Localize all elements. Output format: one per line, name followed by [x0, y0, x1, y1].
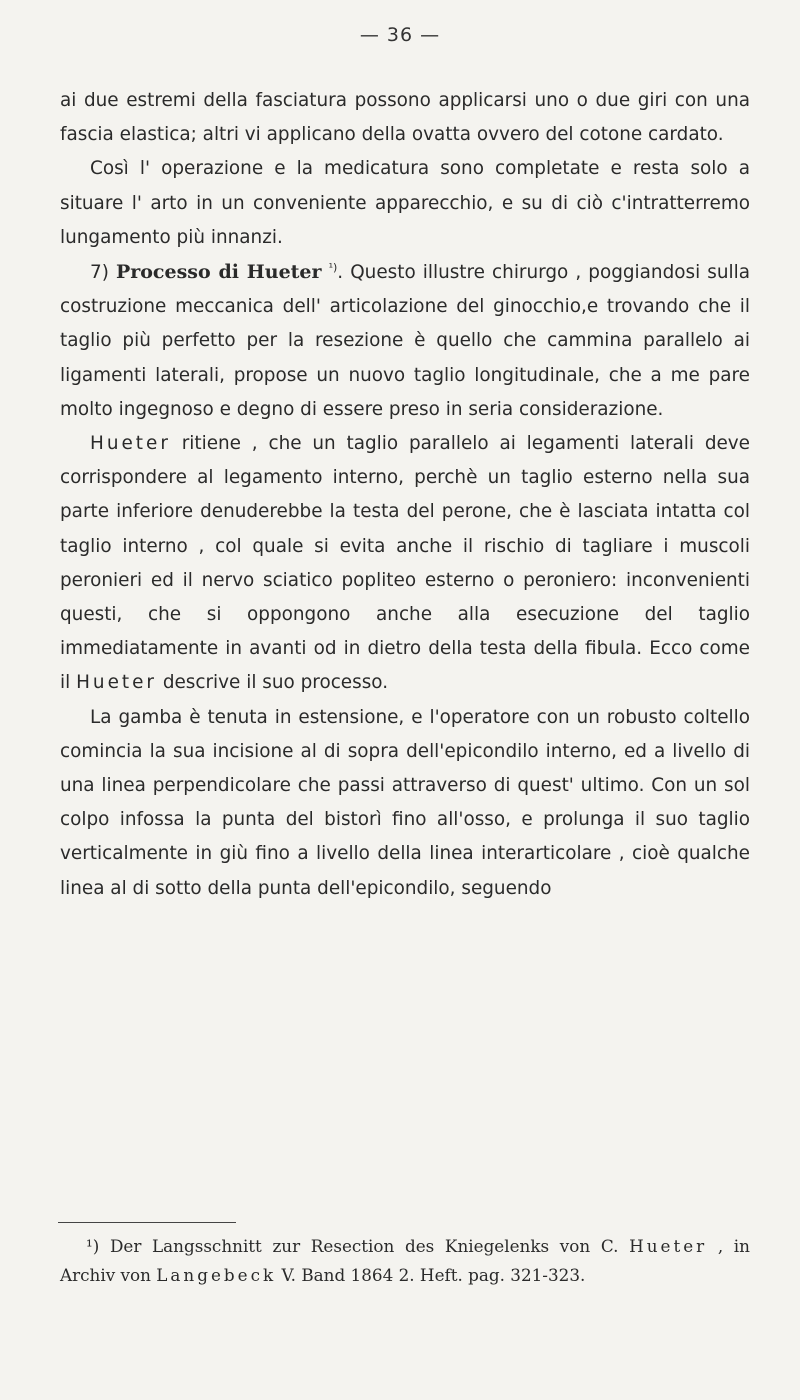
footnote-part: , in Archiv von [60, 1236, 750, 1285]
paragraph-text: . Questo illustre chirurgo , poggiandosi sulla costruzione meccanica dell' articolazione del ginocchio,e trovando che il taglio più perfetto per la resezione è quello che cammina parallelo ai ligamenti laterali, propose un nuovo taglio longitudinale, che a me pare molto ingegnoso e degno di essere preso in seria considerazione. [60, 262, 750, 420]
footnote-editor: Langebeck [156, 1265, 277, 1285]
footnote-part: Der Langsschnitt zur Resection des Kniegelenks von C. [99, 1236, 630, 1256]
author-name: Hueter [90, 433, 171, 455]
section-heading: Processo di Hueter [115, 261, 322, 284]
paragraph-operation-complete: Così l' operazione e la medicatura sono completate e resta solo a situare l' arto in un conveniente apparecchio, e su di ciò c'intratterremo lungamento più innanzi. [60, 158, 750, 248]
paragraph-hueter-opinion [60, 427, 750, 701]
page-number: — 36 — [359, 24, 441, 46]
footnote-reference: ¹) [328, 260, 338, 274]
paragraph-text: descrive il suo processo. [156, 672, 389, 694]
paragraph-hueter-process [60, 255, 750, 427]
footnote-marker: ¹) [86, 1236, 100, 1256]
footnote-text [60, 1232, 750, 1290]
paragraph-text: ritiene , che un taglio parallelo ai legamenti laterali deve corrispondere al legamento interno, perchè un taglio esterno nella sua parte inferiore denuderebbe la testa del perone, che è lasciata intatta col taglio interno , col quale si evita anche il rischio di tagliare i muscoli peronieri ed il nervo sciatico popliteo esterno o peroniero: inconvenienti questi, che si oppongono anche alla esecuzione del taglio immediatamente in avanti od in dietro della testa della fibula. Ecco come il [60, 433, 750, 694]
footnote-part: V. Band 1864 2. Heft. pag. 321-323. [276, 1265, 586, 1285]
footnote-author: Hueter [629, 1236, 708, 1256]
paragraph-continuation: ai due estremi della fasciatura possono applicarsi uno o due giri con una fascia elastica; altri vi applicano della ovatta ovvero del cotone cardato. [60, 90, 750, 146]
body-text [60, 84, 750, 906]
section-number: 7) [90, 262, 109, 284]
paragraph-procedure: La gamba è tenuta in estensione, e l'operatore con un robusto coltello comincia la sua incisione al di sopra dell'epicondilo interno, ed a livello di una linea perpendicolare che passi attraverso di quest' ultimo. Con un sol colpo infossa la punta del bistorì fino all'osso, e prolunga il suo taglio verticalmente in giù fino a livello della linea interarticolare , cioè qualche linea al di sotto della punta dell'epicondilo, seguendo [60, 706, 750, 899]
footnote-divider [58, 1222, 236, 1223]
footnote [60, 1232, 750, 1290]
author-name: Hueter [76, 672, 157, 694]
